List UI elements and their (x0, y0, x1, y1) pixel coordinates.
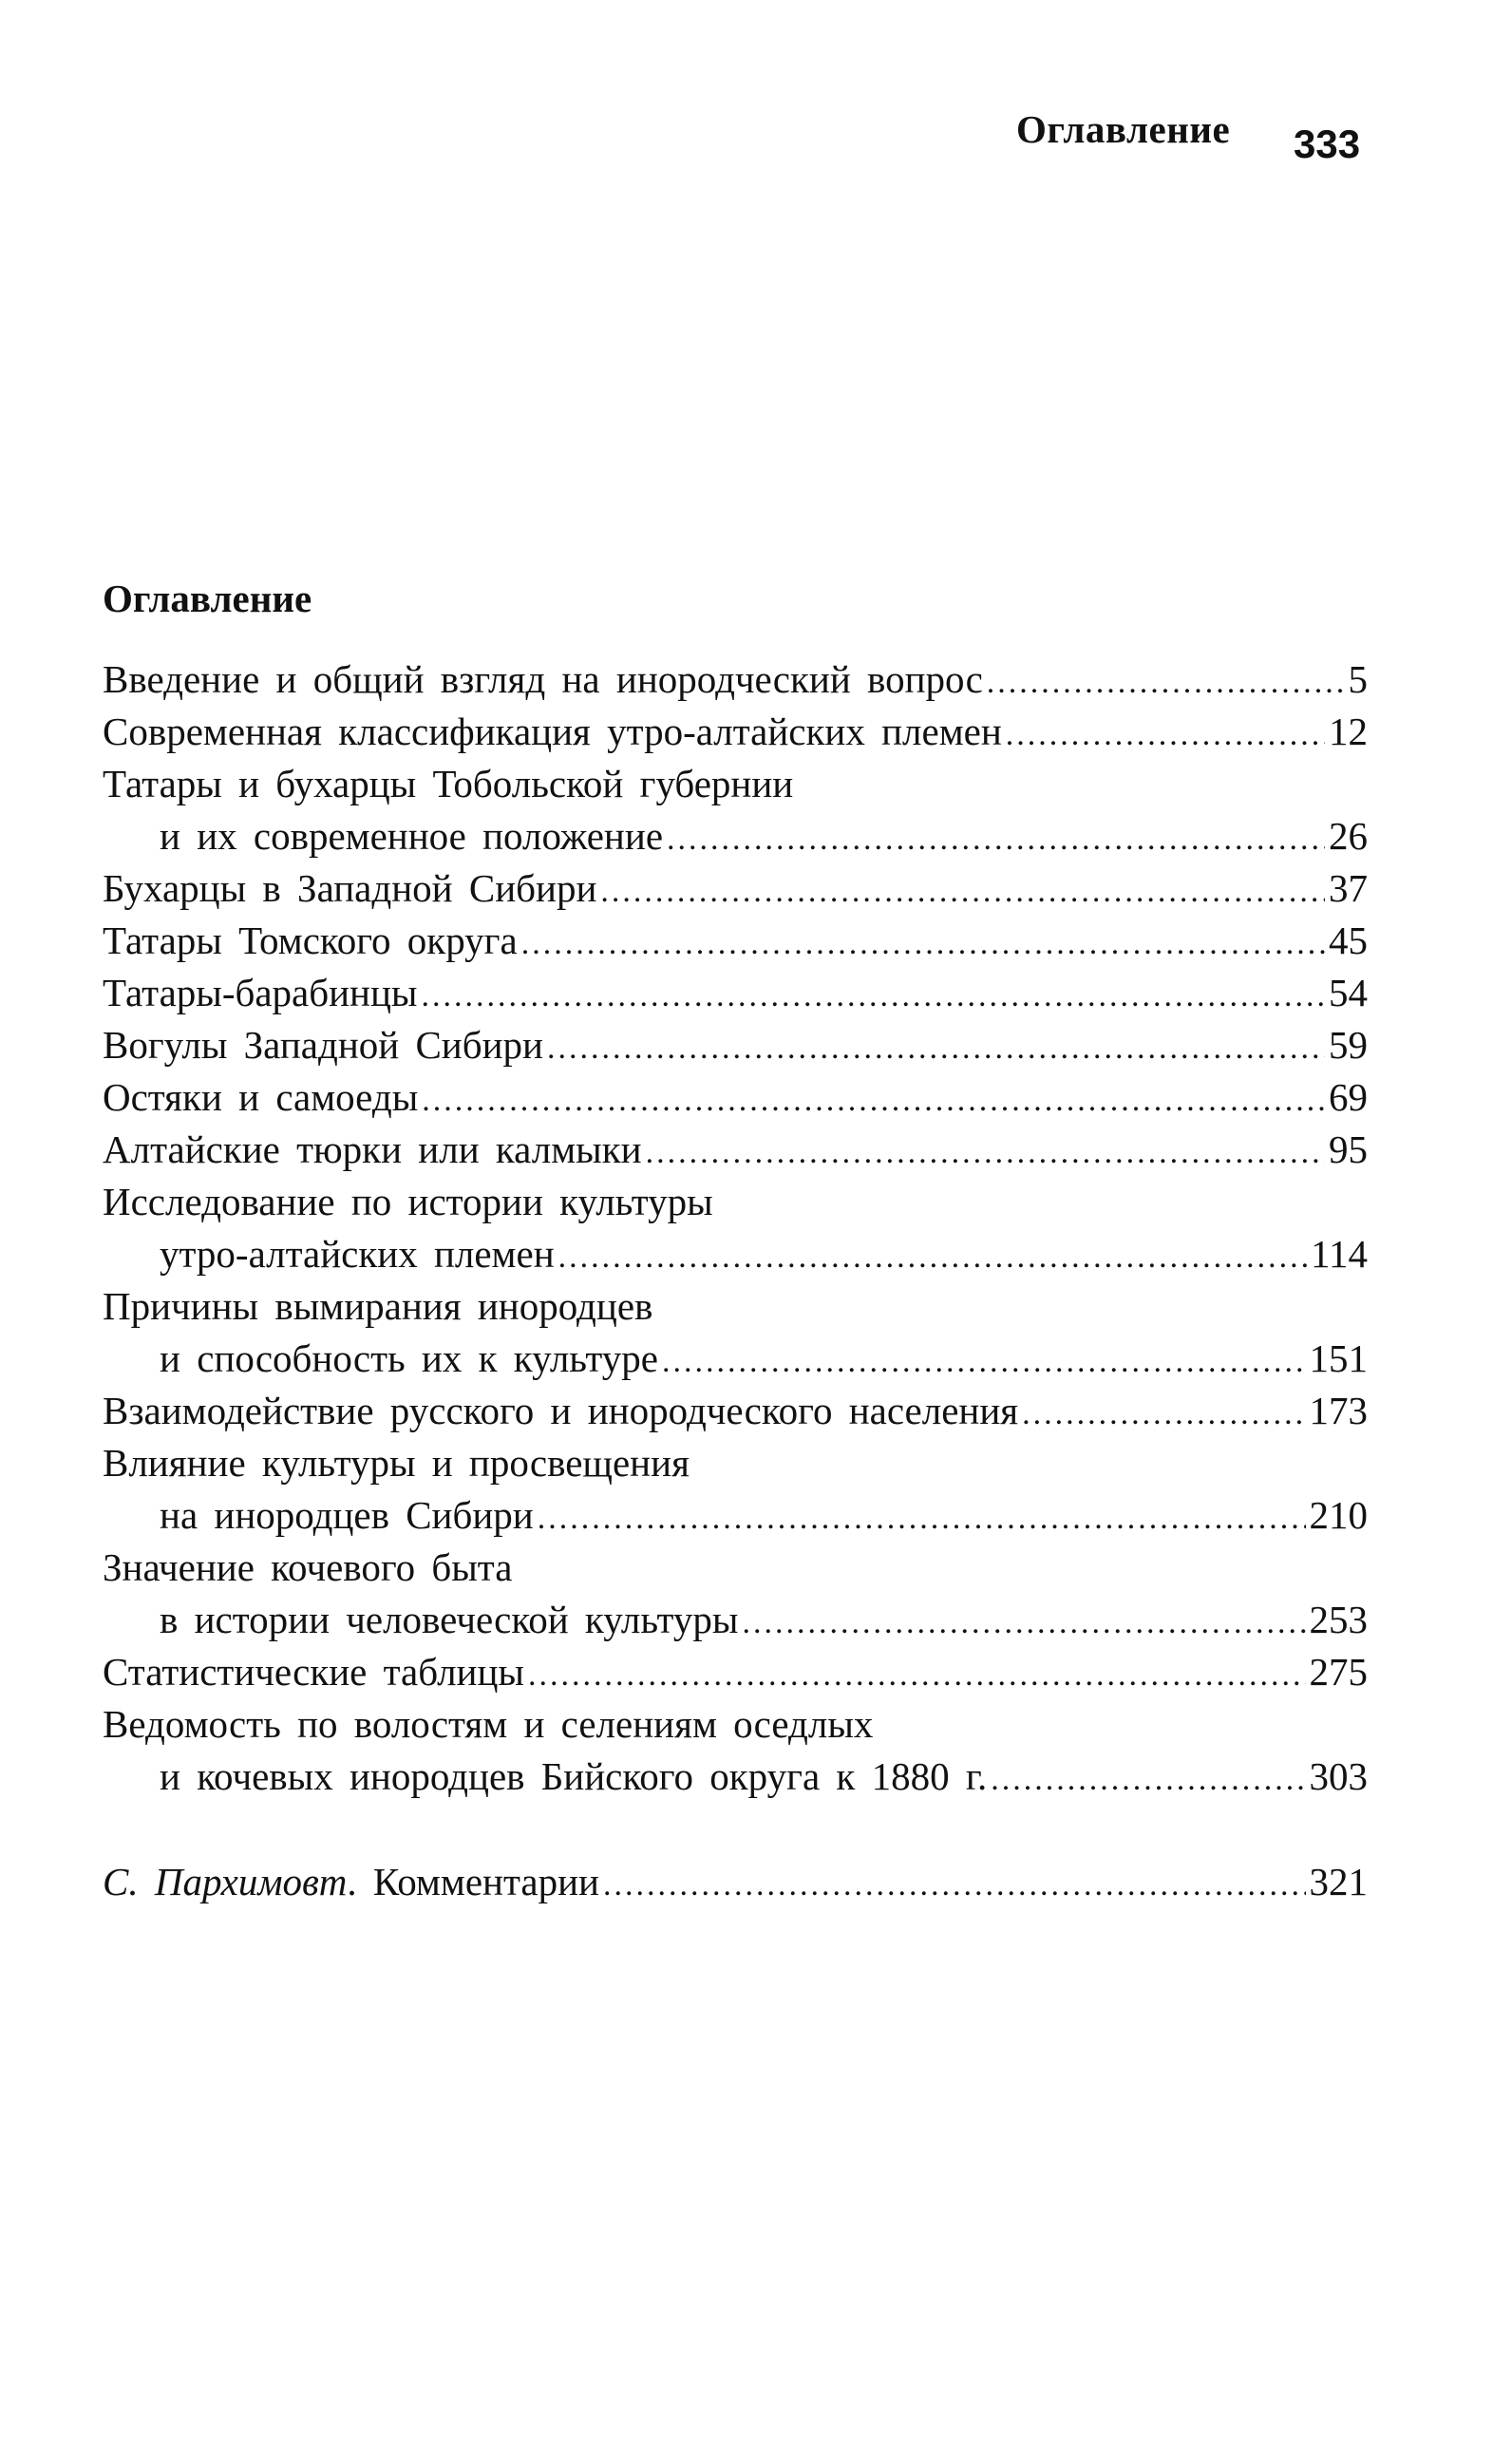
dot-leader (600, 865, 1325, 918)
commentary-label: Комментарии (372, 1860, 599, 1903)
running-header: Оглавление (1016, 107, 1231, 151)
toc-entry (103, 862, 1368, 915)
toc-entry-page: 114 (1311, 1232, 1368, 1276)
toc-entry-title: Остяки и самоеды (103, 1075, 419, 1119)
dot-leader (521, 918, 1325, 970)
table-of-contents (103, 653, 1368, 1908)
toc-entry (103, 1280, 1368, 1333)
toc-entry-page: 253 (1309, 1598, 1368, 1641)
toc-entry-title: Ведомость по волостям и селениям оседлых (103, 1702, 874, 1746)
toc-entry (103, 967, 1368, 1019)
toc-entry-title: Бухарцы в Западной Сибири (103, 866, 597, 910)
toc-entry-page: 321 (1309, 1860, 1368, 1903)
toc-entry-page: 26 (1329, 814, 1368, 858)
toc-entry-title: Татары и бухарцы Тобольской губернии (103, 762, 794, 805)
dot-leader (662, 1335, 1305, 1388)
toc-entry-title: и их современное положение (160, 814, 664, 858)
toc-entry-page: 54 (1329, 971, 1368, 1014)
toc-entry (103, 1542, 1368, 1594)
toc-entry-continuation (103, 810, 1368, 862)
toc-entry-title: и способность их к культуре (160, 1336, 659, 1380)
toc-entry-title: Причины вымирания инородцев (103, 1284, 653, 1328)
toc-entry-page: 12 (1329, 710, 1368, 753)
toc-entry-title: Взаимодействие русского и инородческого населения (103, 1389, 1019, 1432)
toc-spacer (103, 1803, 1368, 1856)
toc-entry-title: Современная классификация утро-алтайских племен (103, 710, 1002, 753)
toc-heading: Оглавление (103, 577, 312, 620)
toc-entry-title: в истории человеческой культуры (160, 1598, 739, 1641)
toc-entry-page: 59 (1329, 1023, 1368, 1067)
toc-entry (103, 1176, 1368, 1228)
commentary-title: С. Пархимовт. Комментарии (103, 1860, 599, 1903)
commentary-author: С. Пархимовт (103, 1860, 348, 1903)
dot-leader (1022, 1388, 1305, 1440)
toc-entry (103, 758, 1368, 810)
toc-entry-title: Вогулы Западной Сибири (103, 1023, 543, 1067)
toc-entry (103, 706, 1368, 758)
toc-entry-title: Татары Томского округа (103, 919, 518, 962)
toc-entry-continuation (103, 1333, 1368, 1385)
dot-leader (667, 813, 1325, 865)
toc-entry-page: 37 (1329, 866, 1368, 910)
dot-leader (422, 1074, 1325, 1127)
dot-leader (987, 656, 1345, 709)
toc-entry-continuation (103, 1594, 1368, 1646)
toc-entry-continuation (103, 1751, 1368, 1803)
toc-entry-continuation (103, 1489, 1368, 1542)
toc-entry-page: 45 (1329, 919, 1368, 962)
dot-leader (603, 1859, 1306, 1911)
toc-entry-page: 210 (1309, 1493, 1368, 1537)
dot-leader (528, 1649, 1306, 1701)
dot-leader (558, 1231, 1307, 1283)
toc-entry-title: на инородцев Сибири (160, 1493, 534, 1537)
dot-leader (1006, 709, 1325, 761)
toc-entry-continuation (103, 1228, 1368, 1280)
toc-entry-page: 151 (1309, 1336, 1368, 1380)
dot-leader (646, 1127, 1325, 1179)
dot-leader (421, 970, 1325, 1022)
toc-entry-page: 275 (1309, 1650, 1368, 1694)
toc-entry (103, 653, 1368, 706)
toc-entry (103, 1646, 1368, 1698)
toc-entry-title: Исследование по истории культуры (103, 1180, 713, 1223)
toc-entry (103, 1385, 1368, 1437)
toc-entry-title: Влияние культуры и просвещения (103, 1441, 690, 1485)
dot-leader (742, 1597, 1305, 1649)
toc-entry-title: Алтайские тюрки или калмыки (103, 1127, 642, 1171)
toc-entry-title: утро-алтайских племен (160, 1232, 555, 1276)
toc-entry (103, 1698, 1368, 1751)
toc-entry-title: Татары-барабинцы (103, 971, 418, 1014)
toc-entry-page: 5 (1348, 657, 1368, 701)
toc-entry-page: 303 (1309, 1754, 1368, 1798)
toc-entry-page: 173 (1309, 1389, 1368, 1432)
toc-entry-page: 95 (1329, 1127, 1368, 1171)
page-number: 333 (1294, 122, 1361, 166)
toc-entry (103, 1019, 1368, 1071)
toc-entry-title: и кочевых инородцев Бийского округа к 1880 г. (160, 1754, 988, 1798)
toc-entry-page: 69 (1329, 1075, 1368, 1119)
dot-leader (547, 1022, 1325, 1074)
toc-entry-title: Введение и общий взгляд на инородческий вопрос (103, 657, 983, 701)
toc-entry-title: Значение кочевого быта (103, 1545, 513, 1589)
toc-entry-title: Статистические таблицы (103, 1650, 524, 1694)
toc-entry (103, 1071, 1368, 1124)
toc-entry (103, 1124, 1368, 1176)
toc-entry-commentary (103, 1856, 1368, 1908)
toc-entry (103, 915, 1368, 967)
toc-entry (103, 1437, 1368, 1489)
dot-leader (991, 1753, 1305, 1806)
dot-leader (538, 1492, 1306, 1544)
